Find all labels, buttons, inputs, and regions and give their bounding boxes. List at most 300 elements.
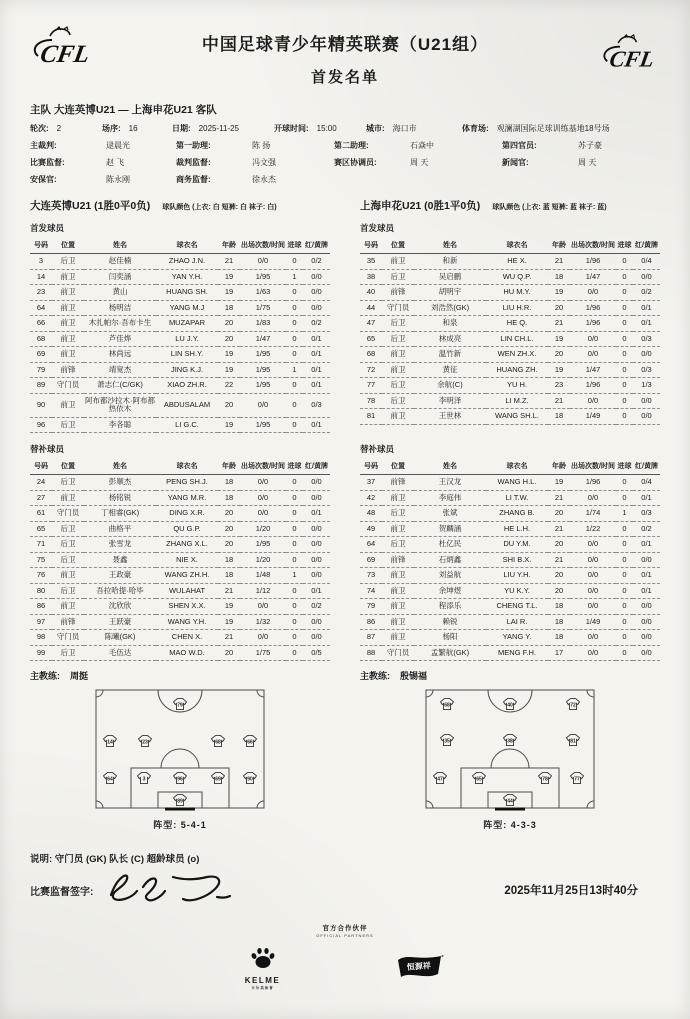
name-cell: 王世林 bbox=[414, 409, 486, 425]
cards-cell: 0/2 bbox=[633, 285, 660, 301]
jersey-name-cell: HUANG SH. bbox=[156, 285, 218, 301]
apps-time-cell: 1/74 bbox=[570, 506, 616, 522]
away-team-column bbox=[360, 198, 660, 831]
player-shirt bbox=[174, 699, 187, 710]
partners-heading bbox=[30, 923, 660, 938]
shirt-number: 81 bbox=[570, 738, 576, 745]
age-cell: 20 bbox=[548, 506, 570, 522]
player-row bbox=[360, 614, 660, 630]
info-pair bbox=[176, 141, 334, 151]
player-row bbox=[30, 506, 330, 522]
goals-cell: 0 bbox=[616, 630, 633, 646]
apps-time-cell: 1/12 bbox=[240, 583, 286, 599]
info-label: 赛区协调员: bbox=[334, 158, 377, 167]
goals-cell: 0 bbox=[616, 521, 633, 537]
jersey-name-cell: YU K.Y. bbox=[486, 583, 548, 599]
apps-time-cell: 0/0 bbox=[570, 599, 616, 615]
goals-cell: 0 bbox=[616, 614, 633, 630]
position-cell: 前卫 bbox=[52, 316, 84, 332]
kelme-wordmark: KELME bbox=[244, 976, 281, 985]
number-cell: 61 bbox=[30, 506, 52, 522]
goals-cell: 0 bbox=[286, 630, 303, 646]
player-row bbox=[30, 316, 330, 332]
name-cell: 石炳鑫 bbox=[414, 552, 486, 568]
age-cell: 18 bbox=[548, 409, 570, 425]
number-cell: 64 bbox=[360, 537, 382, 553]
col-cards: 红/黄牌 bbox=[303, 238, 330, 254]
col-goals: 进球 bbox=[616, 459, 633, 475]
away-team-header bbox=[360, 198, 660, 213]
goals-cell: 0 bbox=[286, 475, 303, 491]
number-cell: 68 bbox=[360, 347, 382, 363]
player-shirt bbox=[473, 773, 486, 784]
position-cell: 后卫 bbox=[382, 378, 414, 394]
position-cell: 后卫 bbox=[52, 645, 84, 661]
home-team-name: 大连英博U21 (1胜0平0负) bbox=[30, 200, 151, 212]
col-jersey-name: 球衣名 bbox=[486, 459, 548, 475]
player-row bbox=[30, 583, 330, 599]
apps-time-cell: 1/95 bbox=[240, 347, 286, 363]
number-cell: 90 bbox=[30, 393, 52, 417]
number-cell: 65 bbox=[360, 331, 382, 347]
name-cell: 杨阳 bbox=[414, 630, 486, 646]
info-row bbox=[30, 124, 660, 134]
position-cell: 前卫 bbox=[52, 285, 84, 301]
apps-time-cell: 1/95 bbox=[240, 378, 286, 394]
goals-cell: 0 bbox=[286, 552, 303, 568]
number-cell: 38 bbox=[360, 269, 382, 285]
coach-label: 主教练: bbox=[30, 671, 60, 681]
number-cell: 80 bbox=[30, 583, 52, 599]
shirt-number: 69 bbox=[215, 776, 221, 783]
info-label: 第一助理: bbox=[176, 141, 211, 150]
info-row bbox=[30, 158, 660, 168]
age-cell: 18 bbox=[218, 490, 240, 506]
cfl-logo-left bbox=[30, 24, 100, 77]
apps-time-cell: 1/49 bbox=[570, 409, 616, 425]
name-cell: 李庭伟 bbox=[414, 490, 486, 506]
name-cell: 阿布都沙拉木·阿布都热依木 bbox=[84, 393, 156, 417]
player-row bbox=[360, 583, 660, 599]
name-cell: 芦佳烨 bbox=[84, 331, 156, 347]
table-header-row bbox=[30, 459, 330, 475]
cards-cell: 0/2 bbox=[633, 521, 660, 537]
player-row bbox=[30, 645, 330, 661]
age-cell: 20 bbox=[548, 568, 570, 584]
home-team-column bbox=[30, 198, 330, 831]
col-apps-time: 出场次数/时间 bbox=[570, 238, 616, 254]
col-age: 年龄 bbox=[218, 238, 240, 254]
apps-time-cell: 1/63 bbox=[240, 285, 286, 301]
apps-time-cell: 0/0 bbox=[570, 285, 616, 301]
col-number: 号码 bbox=[30, 459, 52, 475]
name-cell: 黄征 bbox=[414, 362, 486, 378]
col-jersey-name: 球衣名 bbox=[156, 238, 218, 254]
info-pair bbox=[172, 124, 274, 134]
age-cell: 20 bbox=[218, 645, 240, 661]
apps-time-cell: 1/75 bbox=[240, 645, 286, 661]
age-cell: 20 bbox=[218, 393, 240, 417]
age-cell: 19 bbox=[218, 614, 240, 630]
info-label: 比赛监督: bbox=[30, 158, 65, 167]
age-cell: 18 bbox=[218, 568, 240, 584]
apps-time-cell: 1/96 bbox=[570, 300, 616, 316]
number-cell: 44 bbox=[360, 300, 382, 316]
col-age: 年龄 bbox=[548, 459, 570, 475]
info-label: 体育场: bbox=[462, 124, 489, 133]
jersey-name-cell: YANG M.R. bbox=[156, 490, 218, 506]
player-row bbox=[360, 285, 660, 301]
name-cell: 彭顺杰 bbox=[84, 475, 156, 491]
name-cell: 刘浩然(GK) bbox=[414, 300, 486, 316]
kelme-subtext: 卡尔美体育 bbox=[251, 986, 274, 990]
player-row bbox=[360, 537, 660, 553]
col-age: 年龄 bbox=[548, 238, 570, 254]
apps-time-cell: 0/0 bbox=[240, 506, 286, 522]
jersey-name-cell: LAI R. bbox=[486, 614, 548, 630]
jersey-name-cell: LIU H.R. bbox=[486, 300, 548, 316]
player-row bbox=[30, 347, 330, 363]
age-cell: 20 bbox=[548, 537, 570, 553]
player-row bbox=[30, 417, 330, 433]
goals-cell: 0 bbox=[286, 645, 303, 661]
shirt-number: 68 bbox=[444, 702, 450, 709]
goals-cell: 0 bbox=[616, 645, 633, 661]
jersey-name-cell: YAN Y.H. bbox=[156, 269, 218, 285]
info-value: 观澜湖国际足球训练基地18号场 bbox=[496, 124, 610, 133]
jersey-name-cell: HE X. bbox=[486, 254, 548, 270]
position-cell: 后卫 bbox=[382, 393, 414, 409]
cards-cell: 0/4 bbox=[633, 475, 660, 491]
apps-time-cell: 1/95 bbox=[240, 362, 286, 378]
goals-cell: 0 bbox=[286, 254, 303, 270]
player-row bbox=[30, 300, 330, 316]
number-cell: 35 bbox=[360, 254, 382, 270]
player-row bbox=[30, 285, 330, 301]
goals-cell: 0 bbox=[616, 254, 633, 270]
goals-cell: 0 bbox=[616, 316, 633, 332]
goals-cell: 0 bbox=[616, 269, 633, 285]
info-label: 开球时间: bbox=[274, 124, 309, 133]
goals-cell: 0 bbox=[616, 475, 633, 491]
cards-cell: 0/0 bbox=[303, 614, 330, 630]
col-cards: 红/黄牌 bbox=[633, 459, 660, 475]
info-label: 商务监督: bbox=[176, 175, 211, 184]
info-pair bbox=[30, 124, 102, 134]
info-pair bbox=[366, 124, 462, 134]
cards-cell: 0/1 bbox=[633, 316, 660, 332]
age-cell: 19 bbox=[548, 475, 570, 491]
number-cell: 73 bbox=[360, 568, 382, 584]
name-cell: 赵佳楠 bbox=[84, 254, 156, 270]
info-label: 裁判监督: bbox=[176, 158, 211, 167]
number-cell: 78 bbox=[360, 393, 382, 409]
shirt-number: 65 bbox=[476, 776, 482, 783]
player-shirt bbox=[571, 773, 584, 784]
apps-time-cell: 1/48 bbox=[240, 568, 286, 584]
cards-cell: 0/1 bbox=[633, 568, 660, 584]
cards-cell: 0/1 bbox=[633, 300, 660, 316]
apps-time-cell: 0/0 bbox=[570, 552, 616, 568]
apps-time-cell: 0/0 bbox=[570, 537, 616, 553]
apps-time-cell: 1/96 bbox=[570, 378, 616, 394]
shirt-number: 68 bbox=[215, 739, 221, 746]
number-cell: 99 bbox=[30, 645, 52, 661]
goals-cell: 0 bbox=[286, 417, 303, 433]
jersey-name-cell: ZHAO J.N. bbox=[156, 254, 218, 270]
info-pair bbox=[334, 141, 502, 151]
goals-cell: 0 bbox=[286, 285, 303, 301]
position-cell: 守门员 bbox=[382, 300, 414, 316]
player-shirt bbox=[441, 735, 454, 746]
name-cell: 萧志仁(C/GK) bbox=[84, 378, 156, 394]
cards-cell: 0/0 bbox=[633, 645, 660, 661]
sheet-header bbox=[30, 24, 660, 87]
number-cell: 75 bbox=[30, 552, 52, 568]
number-cell: 97 bbox=[30, 614, 52, 630]
player-shirt bbox=[441, 699, 454, 710]
jersey-name-cell: DING X.R. bbox=[156, 506, 218, 522]
cards-cell: 0/3 bbox=[303, 393, 330, 417]
cards-cell: 1/3 bbox=[633, 378, 660, 394]
age-cell: 21 bbox=[548, 521, 570, 537]
info-label: 新闻官: bbox=[502, 158, 529, 167]
shirt-number: 38 bbox=[507, 738, 513, 745]
cards-cell: 0/1 bbox=[303, 347, 330, 363]
position-cell: 前卫 bbox=[382, 599, 414, 615]
info-row bbox=[30, 175, 660, 185]
cards-cell: 0/0 bbox=[303, 630, 330, 646]
name-cell: 余航(C) bbox=[414, 378, 486, 394]
col-name: 姓名 bbox=[84, 459, 156, 475]
position-cell: 前卫 bbox=[382, 614, 414, 630]
jersey-name-cell: CHEN X. bbox=[156, 630, 218, 646]
jersey-name-cell: LIU Y.H. bbox=[486, 568, 548, 584]
goals-cell: 0 bbox=[616, 599, 633, 615]
cards-cell: 0/1 bbox=[303, 417, 330, 433]
signature-label: 比赛监督签字: bbox=[30, 886, 94, 898]
jersey-name-cell: LI M.Z. bbox=[486, 393, 548, 409]
apps-time-cell: 0/0 bbox=[240, 599, 286, 615]
jersey-name-cell: MENG F.H. bbox=[486, 645, 548, 661]
jersey-name-cell: NIE X. bbox=[156, 552, 218, 568]
goals-cell: 0 bbox=[286, 378, 303, 394]
player-row bbox=[30, 378, 330, 394]
number-cell: 71 bbox=[30, 537, 52, 553]
info-label: 安保官: bbox=[30, 175, 57, 184]
page-subtitle: 首发名单 bbox=[310, 69, 379, 86]
apps-time-cell: 0/0 bbox=[570, 490, 616, 506]
player-row bbox=[360, 362, 660, 378]
number-cell: 81 bbox=[360, 409, 382, 425]
apps-time-cell: 1/96 bbox=[570, 316, 616, 332]
coach-label: 主教练: bbox=[360, 671, 390, 681]
partners-cn: 官方合作伙伴 bbox=[322, 925, 368, 932]
jersey-name-cell: YANG M.J bbox=[156, 300, 218, 316]
apps-time-cell: 1/96 bbox=[570, 475, 616, 491]
number-cell: 23 bbox=[30, 285, 52, 301]
number-cell: 3 bbox=[30, 254, 52, 270]
player-shirt bbox=[567, 735, 580, 746]
apps-time-cell: 1/47 bbox=[570, 269, 616, 285]
age-cell: 19 bbox=[218, 285, 240, 301]
info-label: 城市: bbox=[366, 124, 385, 133]
player-row bbox=[30, 475, 330, 491]
cards-cell: 0/0 bbox=[633, 393, 660, 409]
away-subs-table bbox=[360, 459, 660, 661]
apps-time-cell: 1/22 bbox=[570, 521, 616, 537]
age-cell: 20 bbox=[548, 347, 570, 363]
position-cell: 后卫 bbox=[52, 537, 84, 553]
col-number: 号码 bbox=[30, 238, 52, 254]
col-apps-time: 出场次数/时间 bbox=[240, 238, 286, 254]
player-shirt bbox=[138, 773, 151, 784]
player-row bbox=[360, 316, 660, 332]
cards-cell: 0/2 bbox=[303, 599, 330, 615]
age-cell: 19 bbox=[548, 362, 570, 378]
name-cell: 李明泽 bbox=[414, 393, 486, 409]
info-label: 场序: bbox=[102, 124, 121, 133]
jersey-name-cell: SHEN X.X. bbox=[156, 599, 218, 615]
svg-text:CFL: CFL bbox=[38, 41, 92, 68]
player-row bbox=[30, 393, 330, 417]
apps-time-cell: 1/95 bbox=[240, 417, 286, 433]
shirt-number: 47 bbox=[437, 776, 443, 783]
cards-cell: 0/5 bbox=[303, 645, 330, 661]
player-row bbox=[30, 537, 330, 553]
col-position: 位置 bbox=[52, 238, 84, 254]
info-pair bbox=[30, 158, 176, 168]
shirt-number: 44 bbox=[507, 798, 513, 805]
cards-cell: 0/0 bbox=[633, 552, 660, 568]
kelme-paw-icon bbox=[249, 946, 277, 970]
position-cell: 前卫 bbox=[382, 362, 414, 378]
player-row bbox=[360, 630, 660, 646]
name-cell: 黄山 bbox=[84, 285, 156, 301]
age-cell: 21 bbox=[548, 490, 570, 506]
position-cell: 后卫 bbox=[52, 417, 84, 433]
age-cell: 21 bbox=[218, 583, 240, 599]
matchup-line: 主队 大连英博U21 — 上海申花U21 客队 bbox=[30, 104, 217, 116]
age-cell: 19 bbox=[218, 269, 240, 285]
cards-cell: 0/3 bbox=[633, 331, 660, 347]
goals-cell: 0 bbox=[616, 490, 633, 506]
apps-time-cell: 0/0 bbox=[240, 490, 286, 506]
goals-cell: 1 bbox=[286, 568, 303, 584]
name-cell: 王政豪 bbox=[84, 568, 156, 584]
player-shirt bbox=[212, 773, 225, 784]
info-label: 主裁判: bbox=[30, 141, 57, 150]
info-pair bbox=[462, 124, 610, 134]
jersey-name-cell: DU Y.M. bbox=[486, 537, 548, 553]
info-pair bbox=[176, 175, 334, 185]
info-pair bbox=[102, 124, 172, 134]
title-block bbox=[100, 24, 590, 87]
apps-time-cell: 1/95 bbox=[240, 269, 286, 285]
player-row bbox=[360, 490, 660, 506]
apps-time-cell: 0/0 bbox=[570, 568, 616, 584]
player-row bbox=[360, 552, 660, 568]
info-value: 冯文强 bbox=[252, 158, 276, 167]
info-pair bbox=[30, 141, 176, 151]
apps-time-cell: 0/0 bbox=[240, 393, 286, 417]
name-cell: 杨铭锐 bbox=[84, 490, 156, 506]
age-cell: 18 bbox=[218, 552, 240, 568]
name-cell: 余坤煜 bbox=[414, 583, 486, 599]
info-value: 2025-11-25 bbox=[198, 124, 239, 133]
goals-cell: 0 bbox=[616, 347, 633, 363]
position-cell: 守门员 bbox=[52, 378, 84, 394]
cards-cell: 0/1 bbox=[303, 583, 330, 599]
position-cell: 前卫 bbox=[52, 347, 84, 363]
name-cell: 沈欣欣 bbox=[84, 599, 156, 615]
number-cell: 37 bbox=[360, 475, 382, 491]
shirt-number: 89 bbox=[177, 798, 183, 805]
jersey-name-cell: WU Q.P. bbox=[486, 269, 548, 285]
position-cell: 前锋 bbox=[382, 552, 414, 568]
info-label: 轮次: bbox=[30, 124, 49, 133]
cards-cell: 0/0 bbox=[303, 568, 330, 584]
apps-time-cell: 1/20 bbox=[240, 521, 286, 537]
number-cell: 66 bbox=[30, 316, 52, 332]
info-pair bbox=[30, 175, 176, 185]
cards-cell: 0/1 bbox=[633, 537, 660, 553]
number-cell: 86 bbox=[30, 599, 52, 615]
home-formation-pitch bbox=[95, 689, 265, 811]
jersey-name-cell: ZHANG B. bbox=[486, 506, 548, 522]
position-cell: 后卫 bbox=[52, 521, 84, 537]
player-shirt bbox=[504, 735, 517, 746]
player-shirt bbox=[174, 795, 187, 806]
age-cell: 21 bbox=[548, 254, 570, 270]
info-value: 逯晨光 bbox=[106, 141, 130, 150]
cards-cell: 0/1 bbox=[633, 490, 660, 506]
name-cell: 吴启鹏 bbox=[414, 269, 486, 285]
position-cell: 后卫 bbox=[52, 552, 84, 568]
name-cell: 靖宽杰 bbox=[84, 362, 156, 378]
home-team-header bbox=[30, 198, 330, 213]
number-cell: 24 bbox=[30, 475, 52, 491]
goals-cell: 1 bbox=[286, 269, 303, 285]
apps-time-cell: 1/49 bbox=[570, 614, 616, 630]
number-cell: 86 bbox=[360, 614, 382, 630]
cards-cell: 0/0 bbox=[303, 300, 330, 316]
player-row bbox=[30, 614, 330, 630]
cards-cell: 0/0 bbox=[633, 614, 660, 630]
jersey-name-cell: LI T.W. bbox=[486, 490, 548, 506]
goals-cell: 0 bbox=[286, 490, 303, 506]
info-value: 周 天 bbox=[578, 158, 597, 167]
age-cell: 21 bbox=[218, 630, 240, 646]
player-shirt bbox=[504, 699, 517, 710]
cards-cell: 0/0 bbox=[633, 347, 660, 363]
position-cell: 后卫 bbox=[382, 269, 414, 285]
goals-cell: 0 bbox=[616, 300, 633, 316]
away-formation-label: 阵型: 4-3-3 bbox=[483, 820, 537, 830]
goals-cell: 0 bbox=[286, 331, 303, 347]
info-value: 周 天 bbox=[410, 158, 429, 167]
jersey-name-cell: ABDUSALAM bbox=[156, 393, 218, 417]
number-cell: 88 bbox=[360, 645, 382, 661]
info-pair bbox=[502, 141, 602, 151]
age-cell: 18 bbox=[548, 269, 570, 285]
jersey-name-cell: MAO W.D. bbox=[156, 645, 218, 661]
home-starters-label: 首发球员 bbox=[30, 223, 65, 233]
goals-cell: 0 bbox=[286, 316, 303, 332]
age-cell: 22 bbox=[218, 378, 240, 394]
home-starters-table bbox=[30, 238, 330, 433]
shirt-number: 3 bbox=[142, 776, 146, 783]
